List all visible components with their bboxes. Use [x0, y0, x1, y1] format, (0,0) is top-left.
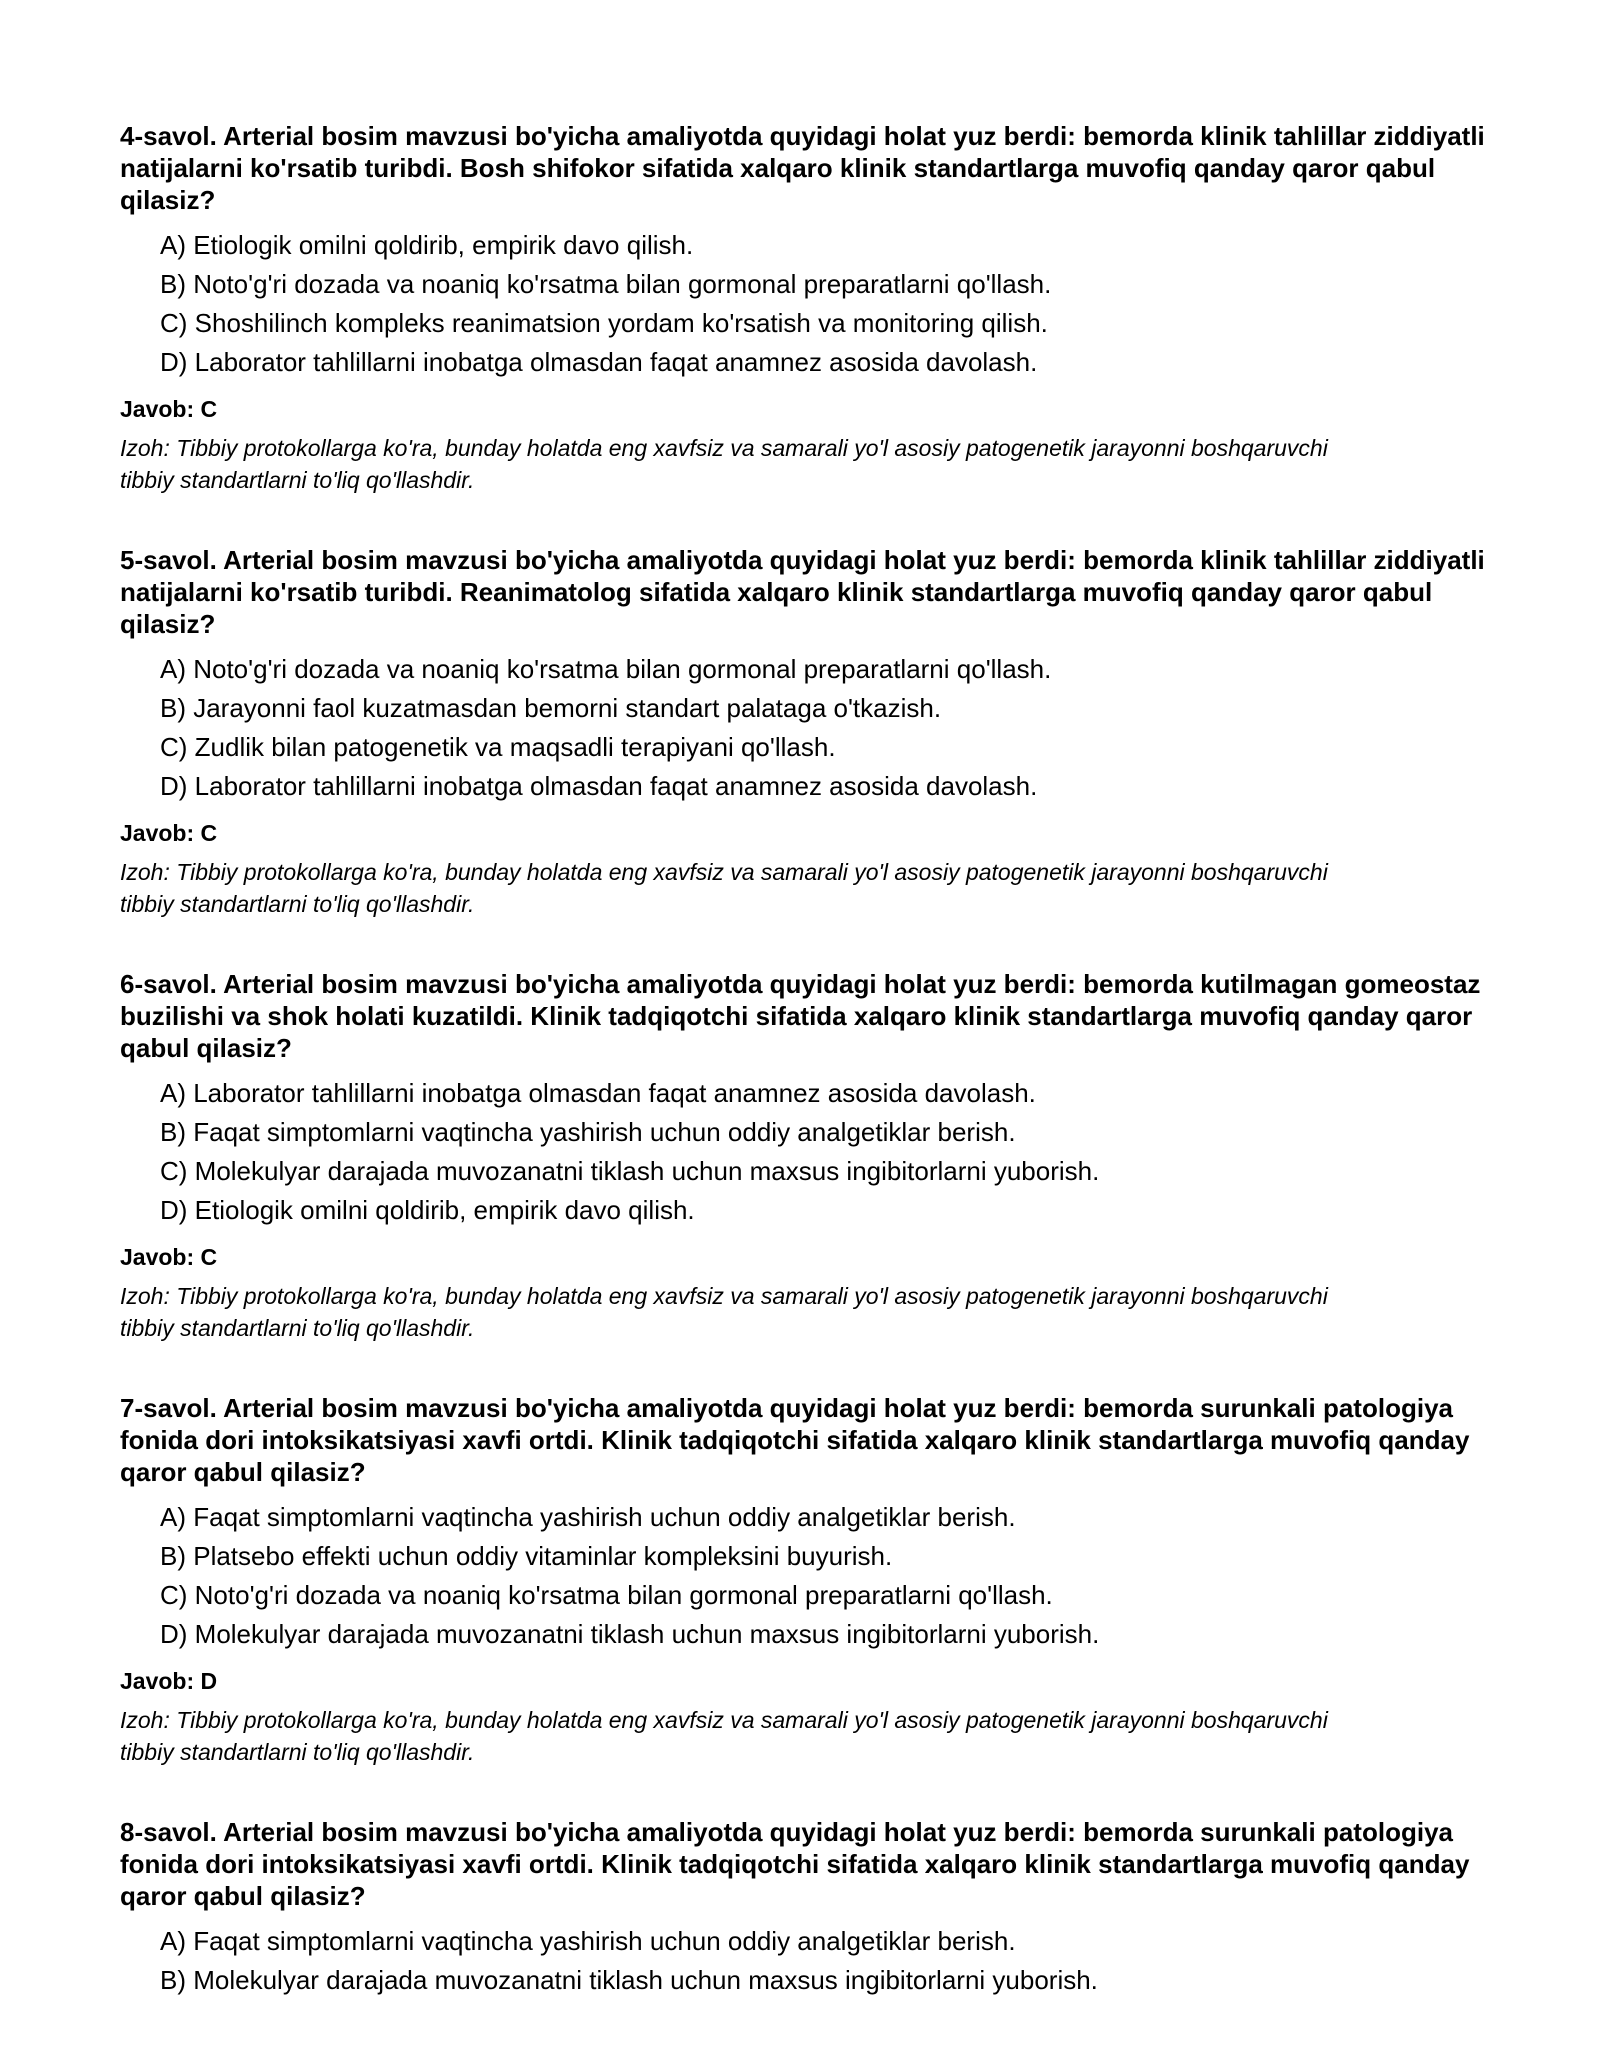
option-a: A) Faqat simptomlarni vaqtincha yashirish uchun oddiy analgetiklar berish. — [160, 1502, 1016, 1532]
question-text: 8-savol. Arterial bosim mavzusi bo'yicha amaliyotda quyidagi holat yuz berdi: bemorda surunkali patologiya fonida dori intoksikatsiyasi xavfi ortdi. Klinik tadqiqotchi sifatida xalqaro klinik standartlarga muvofiq qanday qaror qabul qilasiz? — [120, 1817, 1470, 1911]
option-a: A) Laborator tahlillarni inobatga olmasdan faqat anamnez asosida davolash. — [160, 1078, 1036, 1108]
question-text: 6-savol. Arterial bosim mavzusi bo'yicha amaliyotda quyidagi holat yuz berdi: bemorda kutilmagan gomeostaz buzilishi va shok holati kuzatildi. Klinik tadqiqotchi sifatida xalqaro klinik standartlarga muvofiq qanday qaror qabul qilasiz? — [120, 969, 1481, 1063]
option-list — [120, 1074, 1490, 1230]
answer-label: Javob: C — [120, 1244, 218, 1270]
option-b: B) Jarayonni faol kuzatmasdan bemorni standart palataga o'tkazish. — [160, 693, 942, 723]
option-b: B) Platsebo effekti uchun oddiy vitaminlar kompleksini buyurish. — [160, 1541, 893, 1571]
option-a: A) Faqat simptomlarni vaqtincha yashirish uchun oddiy analgetiklar berish. — [160, 1926, 1016, 1956]
answer-label: Javob: C — [120, 820, 218, 846]
question-block — [120, 544, 1490, 920]
option-c: C) Shoshilinch kompleks reanimatsion yordam ko'rsatish va monitoring qilish. — [160, 308, 1048, 338]
explanation-note: Izoh: Tibbiy protokollarga ko'ra, bunday holatda eng xavfsiz va samarali yo'l asosiy patogenetik jarayonni boshqaruvchi tibbiy standartlarni to'liq qo'llashdir. — [120, 435, 1328, 493]
option-a: A) Etiologik omilni qoldirib, empirik davo qilish. — [160, 230, 694, 260]
option-b: B) Faqat simptomlarni vaqtincha yashirish uchun oddiy analgetiklar berish. — [160, 1117, 1016, 1147]
question-text: 7-savol. Arterial bosim mavzusi bo'yicha amaliyotda quyidagi holat yuz berdi: bemorda surunkali patologiya fonida dori intoksikatsiyasi xavfi ortdi. Klinik tadqiqotchi sifatida xalqaro klinik standartlarga muvofiq qanday qaror qabul qilasiz? — [120, 1393, 1470, 1487]
question-block — [120, 120, 1490, 496]
option-d: D) Laborator tahlillarni inobatga olmasdan faqat anamnez asosida davolash. — [160, 771, 1038, 801]
option-list — [120, 1922, 1490, 2000]
option-b: B) Molekulyar darajada muvozanatni tiklash uchun maxsus ingibitorlarni yuborish. — [160, 1965, 1098, 1995]
option-c: C) Molekulyar darajada muvozanatni tiklash uchun maxsus ingibitorlarni yuborish. — [160, 1156, 1100, 1186]
option-d: D) Laborator tahlillarni inobatga olmasdan faqat anamnez asosida davolash. — [160, 347, 1038, 377]
option-d: D) Molekulyar darajada muvozanatni tiklash uchun maxsus ingibitorlarni yuborish. — [160, 1619, 1100, 1649]
question-text: 5-savol. Arterial bosim mavzusi bo'yicha amaliyotda quyidagi holat yuz berdi: bemorda klinik tahlillar ziddiyatli natijalarni ko'rsatib turibdi. Reanimatolog sifatida xalqaro klinik standartlarga muvofiq qanday qaror qabul qilasiz? — [120, 545, 1485, 639]
explanation-note: Izoh: Tibbiy protokollarga ko'ra, bunday holatda eng xavfsiz va samarali yo'l asosiy patogenetik jarayonni boshqaruvchi tibbiy standartlarni to'liq qo'llashdir. — [120, 1283, 1328, 1341]
question-block — [120, 1392, 1490, 1768]
question-text: 4-savol. Arterial bosim mavzusi bo'yicha amaliyotda quyidagi holat yuz berdi: bemorda klinik tahlillar ziddiyatli natijalarni ko'rsatib turibdi. Bosh shifokor sifatida xalqaro klinik standartlarga muvofiq qanday qaror qabul qilasiz? — [120, 121, 1485, 215]
option-b: B) Noto'g'ri dozada va noaniq ko'rsatma bilan gormonal preparatlarni qo'llash. — [160, 269, 1052, 299]
document-page — [120, 120, 1490, 2048]
answer-label: Javob: C — [120, 396, 218, 422]
option-d: D) Etiologik omilni qoldirib, empirik davo qilish. — [160, 1195, 695, 1225]
question-block — [120, 1816, 1490, 2000]
answer-label: Javob: D — [120, 1668, 218, 1694]
option-list — [120, 1498, 1490, 1654]
option-c: C) Zudlik bilan patogenetik va maqsadli terapiyani qo'llash. — [160, 732, 836, 762]
explanation-note: Izoh: Tibbiy protokollarga ko'ra, bunday holatda eng xavfsiz va samarali yo'l asosiy patogenetik jarayonni boshqaruvchi tibbiy standartlarni to'liq qo'llashdir. — [120, 1707, 1328, 1765]
question-block — [120, 968, 1490, 1344]
option-c: C) Noto'g'ri dozada va noaniq ko'rsatma bilan gormonal preparatlarni qo'llash. — [160, 1580, 1053, 1610]
option-list — [120, 226, 1490, 382]
option-list — [120, 650, 1490, 806]
explanation-note: Izoh: Tibbiy protokollarga ko'ra, bunday holatda eng xavfsiz va samarali yo'l asosiy patogenetik jarayonni boshqaruvchi tibbiy standartlarni to'liq qo'llashdir. — [120, 859, 1328, 917]
option-a: A) Noto'g'ri dozada va noaniq ko'rsatma bilan gormonal preparatlarni qo'llash. — [160, 654, 1052, 684]
